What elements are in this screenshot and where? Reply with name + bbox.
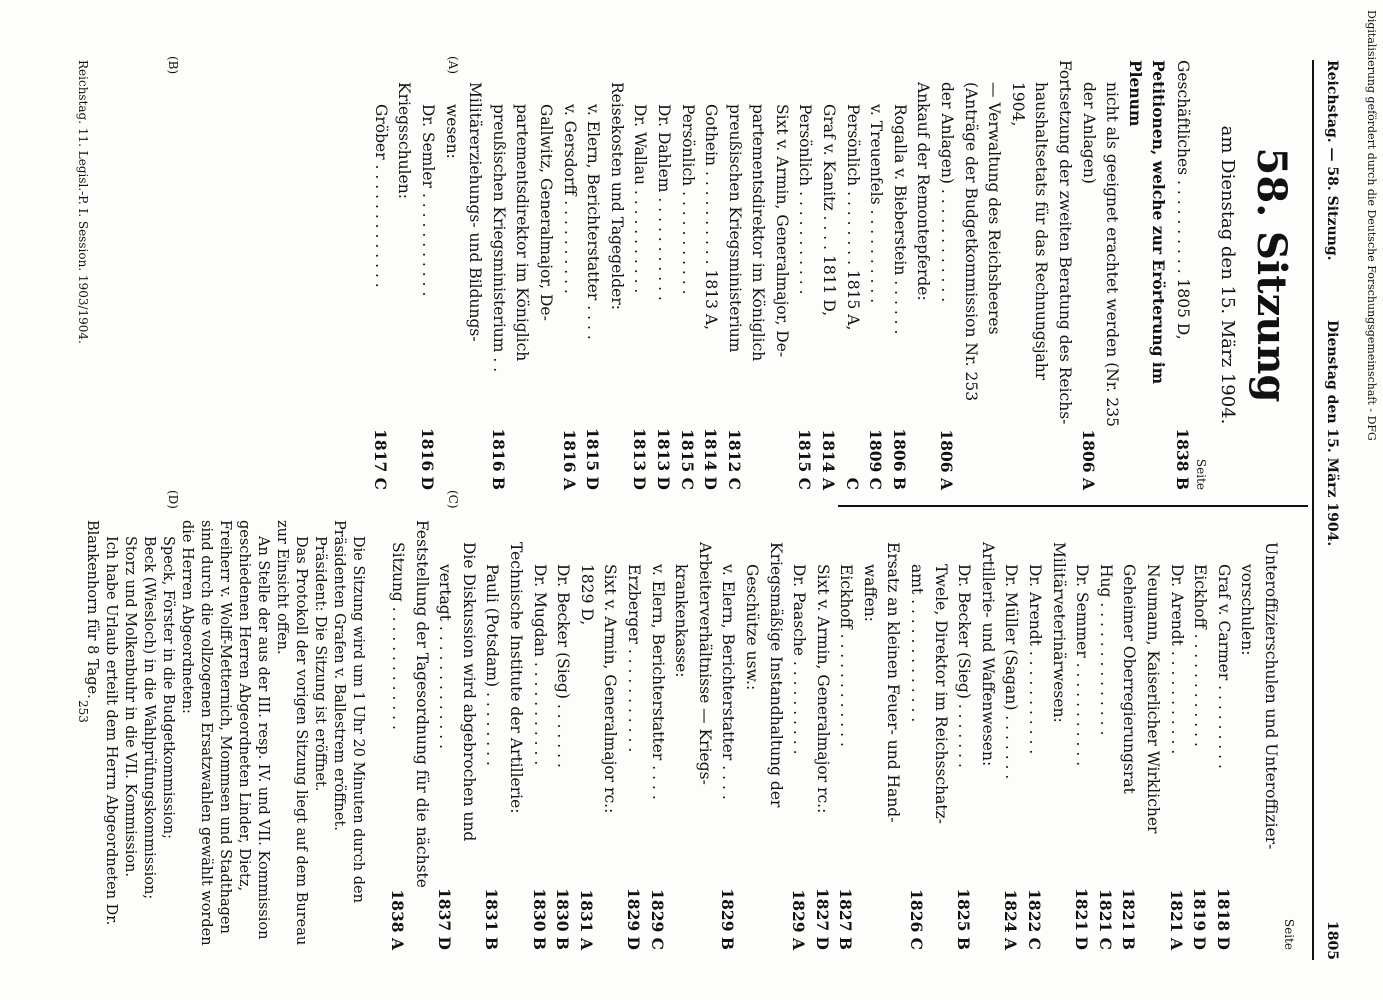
toc-right-entry-page: 1825 B xyxy=(954,888,974,950)
toc-right-entry-text: 1829 D, xyxy=(577,564,596,626)
toc-right-entry-page xyxy=(928,888,952,950)
toc-right-entry-text: Feststellung der Tagesordnung für die nächste xyxy=(412,520,431,888)
toc-right-entry xyxy=(1164,520,1188,950)
toc-left-entry xyxy=(368,60,392,490)
toc-right-entry xyxy=(385,520,409,950)
toc-right-entry-text: Eickhoff . . . . . . . . . . . . xyxy=(1191,564,1210,747)
toc-left-entry xyxy=(817,60,841,490)
toc-left-entry-text: Persönlich . . . . . . . . . . . xyxy=(796,104,815,295)
header-page-number: 1805 xyxy=(1324,921,1340,960)
toc-right-entry-page: 1821 B xyxy=(1119,888,1139,950)
toc-left-entry xyxy=(911,60,935,490)
toc-right-entry-page: 1829 A xyxy=(789,889,809,950)
toc-right-entry xyxy=(1258,520,1282,950)
toc-left-entry-page xyxy=(769,428,793,490)
toc-right-entry-page: 1831 A xyxy=(576,889,596,950)
toc-right-entry-text: amt . . . . . . . . . . . . . xyxy=(908,564,927,723)
toc-right-entry-page: 1826 C xyxy=(907,889,927,950)
toc-right-entry xyxy=(975,520,999,950)
toc-left-entry xyxy=(746,60,770,490)
toc-left-entry-text: Graf v. Kanitz . . . . 1811 D, xyxy=(820,104,839,317)
toc-left-entry xyxy=(934,60,958,490)
toc-right-entry-page: 1827 B xyxy=(836,888,856,950)
toc-left-entry-text: v. Gersdorff . . . . . . . . . . xyxy=(560,104,579,294)
toc-right-entry xyxy=(763,520,787,950)
toc-right-entry-page xyxy=(1258,888,1282,950)
toc-left-entry-page xyxy=(463,428,487,490)
toc-right-entry-text: krankenkasse: xyxy=(672,564,691,678)
toc-right-entry xyxy=(645,520,669,950)
toc-right-entry-page xyxy=(975,888,999,950)
toc-right-entry xyxy=(881,520,905,950)
body-paragraph: Die Sitzung wird um 1 Uhr 20 Minuten durch den Präsidenten Grafen v. Ballestrem eröffnet. xyxy=(331,520,367,903)
toc-left-entry xyxy=(415,60,439,490)
toc-left-entry-page xyxy=(604,428,628,490)
toc-right-entry xyxy=(905,520,929,950)
toc-left-entry xyxy=(769,60,793,490)
left-column xyxy=(368,60,1300,490)
toc-left-entry-text: Geschäftliches . . . . . . . . . . 1805 D, xyxy=(1174,60,1192,340)
toc-right-entry-page: 1829 B xyxy=(718,888,738,950)
toc-right-entry-text: Dr. Becker (Sieg) . . . . . . . xyxy=(554,564,573,768)
toc-left-entry xyxy=(1052,60,1076,490)
toc-right-entry xyxy=(456,520,480,950)
toc-left-entry-page xyxy=(1052,428,1076,490)
toc-right-entry-text: v. Elern, Berichterstatter . . . . xyxy=(648,564,667,800)
toc-left-entry-text: Militärerziehungs- und Bildungs- xyxy=(466,82,485,342)
toc-right-entry-page: 1821 C xyxy=(1095,889,1115,950)
toc-right-entry-page: 1838 A xyxy=(388,889,408,950)
column-divider xyxy=(838,505,1308,507)
toc-right-entry xyxy=(1046,520,1070,950)
toc-left-entry-page xyxy=(533,428,557,490)
toc-left-entry xyxy=(392,60,416,490)
toc-left-entry xyxy=(628,60,652,490)
toc-right-entry-text: Geschütze usw.: xyxy=(742,564,761,691)
toc-left xyxy=(368,60,1194,490)
body-paragraph: Storz und Molkenbuhr in die VII. Kommission. xyxy=(122,536,139,878)
toc-right-entry-text: Hug . . . . . . . . . . . . . . xyxy=(1096,564,1115,736)
body-paragraph: Das Protokoll der vorigen Sitzung liegt auf dem Bureau zur Einsicht offen. xyxy=(274,520,310,946)
toc-right-entry-text: Dr. Arendt . . . . . . . . . . . xyxy=(1167,564,1186,755)
toc-left-entry-page: 1812 C xyxy=(724,429,744,490)
toc-right-entry xyxy=(1188,520,1212,950)
toc-right-entry-page xyxy=(1046,888,1070,950)
toc-right-entry xyxy=(1235,520,1259,950)
toc-right-entry-page xyxy=(503,888,527,950)
toc-left-entry-text: Persönlich . . . . . . . . . . . xyxy=(678,104,697,295)
toc-left-entry-page xyxy=(439,428,463,490)
toc-left-entry-page: 1806 B xyxy=(889,428,909,490)
toc-right-entry xyxy=(692,520,716,950)
toc-right-entry xyxy=(621,520,645,950)
toc-right-entry xyxy=(409,520,433,950)
toc-right-entry-page xyxy=(881,888,905,950)
toc-left-entry-text: Kriegsschulen: xyxy=(395,82,414,199)
toc-right-entry xyxy=(787,520,811,950)
toc-left-entry-text: preußischen Kriegsministerium xyxy=(725,104,744,353)
toc-right-entry xyxy=(857,520,881,950)
toc-right-entry xyxy=(834,520,858,950)
toc-right-entry xyxy=(999,520,1023,950)
header-left: Reichstag. — 58. Sitzung. xyxy=(1324,60,1340,261)
marker-d: (D) xyxy=(166,490,180,509)
toc-right-entry-page xyxy=(409,888,433,950)
toc-left-entry-page xyxy=(392,428,416,490)
toc-left-entry xyxy=(958,60,982,490)
toc-right-entry-text: Artillerie- und Waffenwesen: xyxy=(978,542,997,767)
toc-left-entry-text: Ankauf der Remontepferde: xyxy=(914,82,933,301)
toc-left-entry-page xyxy=(958,428,982,490)
toc-right-entry-text: Eickhoff . . . . . . . . . . . . xyxy=(837,564,856,747)
toc-left-entry-page: 1816 B xyxy=(488,428,508,490)
toc-right-entry-page: 1827 D xyxy=(812,888,832,950)
toc-left-entry-page: 1813 D xyxy=(653,428,673,490)
toc-left-entry-text: Petitionen, welche zur Erörterung im Plenum xyxy=(1125,60,1169,385)
toc-left-entry-text: Persönlich . . . . . . . . 1815 A, xyxy=(843,104,862,331)
body-paragraph: Speck, Förster in die Budgetkommission; xyxy=(160,536,177,840)
toc-right-entry xyxy=(503,520,527,950)
toc-right-entry xyxy=(574,520,598,950)
toc-right-entry-text: Dr. Paasche . . . . . . . . . . xyxy=(790,564,809,755)
toc-left-entry-text: preußischen Kriegsministerium . . xyxy=(489,104,508,373)
toc-left-entry xyxy=(1100,60,1124,490)
toc-right-entry xyxy=(598,520,622,950)
toc-right-entry-page: 1818 D xyxy=(1213,888,1233,950)
toc-left-entry-page xyxy=(1005,428,1052,490)
toc-right-entry-page xyxy=(692,888,716,950)
seite-label-right: Seite xyxy=(1282,918,1296,950)
toc-left-entry xyxy=(510,60,534,490)
toc-right-entry-page: 1830 B xyxy=(553,888,573,950)
toc-right-entry xyxy=(480,520,504,950)
toc-right-entry xyxy=(669,520,693,950)
toc-left-entry-text: partementsdirektor im Königlich xyxy=(749,104,768,362)
toc-left-entry xyxy=(887,60,911,490)
toc-left-entry-page xyxy=(911,428,935,490)
toc-left-entry-text: haushaltsetats für das Rechnungsjahr 1904, xyxy=(1008,82,1051,381)
header-center: Dienstag den 15. März 1904. xyxy=(1324,320,1340,547)
toc-left-entry-page: 1817 C xyxy=(370,429,390,490)
session-subtitle: am Dienstag den 15. März 1904. xyxy=(1217,125,1238,425)
toc-right-entry xyxy=(1070,520,1094,950)
toc-right-entry xyxy=(928,520,952,950)
toc-right-entry-text: Sixt v. Armin, Generalmajor rc.: xyxy=(813,564,832,814)
toc-left-entry-page: 1814 D xyxy=(701,428,721,490)
digitization-note: Digitalisierung gefördert durch die Deutsche Forschungsgemeinschaft - DFG xyxy=(1365,10,1378,441)
toc-left-entry-text: Sixt v. Armin, Generalmajor, De- xyxy=(772,104,791,358)
toc-left-entry xyxy=(864,60,888,490)
toc-right-entry-text: Dr. Mugdan . . . . . . . . . . . xyxy=(530,564,549,766)
toc-right-entry-text: Sitzung . . . . . . . . . . . . . xyxy=(389,542,408,730)
toc-right-entry xyxy=(1093,520,1117,950)
toc-left-entry-text: nicht als geeignet erachtet werden (Nr. 235 xyxy=(1103,82,1122,427)
marker-a: (A) xyxy=(446,56,460,75)
toc-right-entry-page xyxy=(763,888,787,950)
toc-left-entry-page xyxy=(510,428,534,490)
toc-right-entry xyxy=(1140,520,1164,950)
toc-left-entry xyxy=(699,60,723,490)
toc-left-entry-text: der Anlagen) xyxy=(1079,82,1098,184)
toc-right-entry-text: Dr. Arendt . . . . . . . . . . . xyxy=(1026,564,1045,755)
toc-left-entry-text: — Verwaltung des Reichsheeres xyxy=(985,82,1004,335)
toc-left-entry-text: Dr. Dahlem . . . . . . . . . . . xyxy=(654,104,673,301)
toc-left-entry xyxy=(1170,60,1194,490)
toc-right-entry-text: Twele, Direktor im Reichsschatz- xyxy=(931,564,950,824)
toc-right-entry-text: Technische Institute der Artillerie: xyxy=(507,542,525,814)
toc-right-entry-page: 1830 B xyxy=(529,888,549,950)
toc-left-entry xyxy=(604,60,628,490)
toc-right-entry xyxy=(739,520,763,950)
body-paragraph: Präsident: Die Sitzung ist eröffnet. xyxy=(312,536,329,792)
toc-left-entry-page xyxy=(1100,428,1124,490)
toc-right-entry-page xyxy=(598,888,622,950)
toc-right-entry-text: v. Elern, Berichterstatter . . . . xyxy=(719,564,738,800)
toc-left-entry-page: 1838 B xyxy=(1173,428,1192,490)
toc-right-entry-text: Erzberger . . . . . . . . . . . xyxy=(624,564,643,753)
toc-left-entry-text: Gröber . . . . . . . . . . . . . xyxy=(371,104,390,288)
toc-left-entry xyxy=(675,60,699,490)
toc-left-entry-page xyxy=(982,428,1006,490)
toc-right-entry xyxy=(1022,520,1046,950)
toc-left-entry xyxy=(486,60,510,490)
toc-right-entry-page: 1824 A xyxy=(1001,889,1021,950)
marker-c: (C) xyxy=(446,490,460,509)
toc-left-entry-text: v. Elern, Berichterstatter . . . . xyxy=(584,104,603,340)
toc-left-entry-page: 1816 A xyxy=(559,429,579,490)
toc-right-entry-page xyxy=(1140,888,1164,950)
toc-left-entry-text: v. Treuenfels . . . . . . . . . . xyxy=(867,104,886,304)
toc-left-entry-page: 1815 C xyxy=(677,429,697,490)
toc-left-entry xyxy=(439,60,463,490)
body-paragraph: An Stelle der aus der III. resp. IV. und VII. Kommission geschiedenen Herren Abgeordneten Linder, Dietz, Freiherr v. Wolff-Metternich, Mommsen und Stadthagen sind durch die vollzogenen Ersatzwahlen gewählt worden die Herren Abgeordneten: xyxy=(179,520,272,946)
toc-right-entry-page: 1821 D xyxy=(1072,888,1092,950)
toc-left-entry-text: Fortsetzung der zweiten Beratung des Reichs- xyxy=(1056,60,1075,425)
toc-right-entry xyxy=(551,520,575,950)
toc-right-entry-page: 1822 C xyxy=(1025,889,1045,950)
toc-left-entry-text: Gothein . . . . . . . . . . 1813 A, xyxy=(702,104,721,330)
toc-right-entry-page: 1829 C xyxy=(647,889,667,950)
toc-right-entry-page xyxy=(1235,888,1259,950)
toc-right-entry-text: Graf v. Carmer . . . . . . . . . xyxy=(1214,564,1233,769)
body-paragraph: Beck (Wiesloch) in die Wahlprüfungskommission; xyxy=(141,536,158,900)
toc-right-entry-text: Militärveterinärwesen: xyxy=(1049,542,1068,723)
toc-right-entry-text: Dr. Becker (Sieg) . . . . . . . xyxy=(955,564,974,768)
toc-left-entry-text: Gallwitz, Generalmajor, De- xyxy=(536,104,555,321)
toc-left-entry-page: C xyxy=(842,477,862,490)
toc-right-entry-text: Neumann, Kaiserlicher Wirklicher xyxy=(1144,564,1163,834)
toc-right-entry-text: vertagt . . . . . . . . . . . . . xyxy=(436,564,455,750)
toc-left-entry-page: 1806 A xyxy=(1078,429,1098,490)
toc-right-entry-page xyxy=(669,888,693,950)
toc-left-entry-page: 1809 C xyxy=(866,429,886,490)
toc-left-entry-text: Dr. Wallau . . . . . . . . . . . xyxy=(631,104,650,294)
toc-left-entry xyxy=(982,60,1006,490)
toc-right-entry xyxy=(1117,520,1141,950)
right-column xyxy=(82,520,1300,950)
toc-right-entry-text: Arbeiterverhältnisse — Kriegs- xyxy=(695,542,714,785)
toc-right-entry-text: Kriegsmäßige Instandhaltung der xyxy=(766,542,785,808)
toc-left-entry xyxy=(463,60,487,490)
toc-right-entry-text: Unteroffizierschulen und Unteroffizier- xyxy=(1262,542,1280,850)
toc-right-entry-text: Geheimer Oberregierungsrat xyxy=(1120,564,1139,794)
toc-left-entry-page: 1815 C xyxy=(795,429,815,490)
toc-left-entry xyxy=(1076,60,1100,490)
toc-right-entry xyxy=(810,520,834,950)
toc-right-entry-page: 1829 D xyxy=(623,888,643,950)
toc-left-entry-page: 1815 D xyxy=(583,428,603,490)
toc-left-entry-text: (Anträge der Budgetkommission Nr. 253 xyxy=(961,82,980,402)
toc-left-entry-text: wesen: xyxy=(442,104,461,159)
toc-right-entry-text: Pauli (Potsdam) . . . . . . . . xyxy=(483,564,502,766)
footer-session-info: Reichstag. 11. Legisl.-P. I. Session. 1903/1904. xyxy=(76,60,90,344)
toc-left-entry xyxy=(533,60,557,490)
footer-page-number: 253 xyxy=(76,700,90,723)
toc-left-entry-page: 1816 D xyxy=(418,428,437,490)
toc-right-entry-text: Ersatz an kleinen Feuer- und Hand- xyxy=(884,542,903,823)
toc-right-entry-page: 1837 D xyxy=(435,888,455,950)
marker-b: (B) xyxy=(166,56,180,75)
session-title: 58. Sitzung xyxy=(1248,147,1295,403)
toc-left-entry-text: partementsdirektor im Königlich xyxy=(513,104,532,362)
toc-right-entry xyxy=(952,520,976,950)
toc-right-entry xyxy=(716,520,740,950)
toc-right-entry-page xyxy=(456,888,480,950)
toc-left-entry-text: der Anlagen) . . . . . . . . . . . . xyxy=(938,82,957,303)
toc-left-entry xyxy=(581,60,605,490)
toc-right-entry-text: waffen: xyxy=(860,564,879,622)
running-header xyxy=(1318,60,1340,960)
toc-right-entry-page xyxy=(857,888,881,950)
toc-left-entry-page: 1806 A xyxy=(937,429,957,490)
toc-left-entry xyxy=(1123,60,1170,490)
toc-left-entry-page xyxy=(1123,428,1170,490)
toc-left-entry xyxy=(1005,60,1052,490)
toc-left-entry xyxy=(793,60,817,490)
body-paragraph: Ich habe Urlaub erteilt dem Herrn Abgeordneten Dr. Blankenhorn für 8 Tage. xyxy=(84,520,120,926)
session-body xyxy=(82,520,367,950)
toc-right-entry-text: Die Diskussion wird abgebrochen und xyxy=(459,542,478,842)
toc-right-entry xyxy=(1211,520,1235,950)
toc-right-entry-text: Dr. Müller (Sagan) . . . . . . . xyxy=(1002,564,1021,780)
toc-left-entry-text: Rogalla v. Bieberstein . . . . . . xyxy=(890,104,909,335)
toc-left-entry xyxy=(840,60,864,490)
toc-left-entry xyxy=(557,60,581,490)
toc-left-entry-text: Reisekosten und Tagegelder: xyxy=(607,82,626,310)
header-rule xyxy=(1312,60,1314,960)
toc-right-entry-page xyxy=(739,888,763,950)
toc-left-entry-page: 1813 D xyxy=(630,428,650,490)
toc-right-entry-text: Sixt v. Armin, Generalmajor rc.: xyxy=(601,564,620,814)
toc-right-entry-page: 1819 D xyxy=(1190,888,1210,950)
toc-right-entry-page: 1821 A xyxy=(1166,889,1186,950)
toc-right-entry xyxy=(433,520,457,950)
toc-left-entry-page xyxy=(746,428,770,490)
toc-left-entry-text: Dr. Semler . . . . . . . . . . . xyxy=(419,104,437,297)
toc-right-entry-text: Dr. Semmer . . . . . . . . . . . xyxy=(1073,564,1092,767)
toc-left-entry xyxy=(722,60,746,490)
toc-right-entry xyxy=(527,520,551,950)
seite-label: Seite xyxy=(1194,458,1208,490)
toc-left-entry-page: 1814 A xyxy=(819,429,839,490)
toc-right xyxy=(385,520,1282,950)
toc-right-entry-text: vorschulen: xyxy=(1238,564,1257,656)
document-page xyxy=(50,56,1340,960)
toc-left-entry xyxy=(651,60,675,490)
toc-right-entry-page: 1831 B xyxy=(482,888,502,950)
